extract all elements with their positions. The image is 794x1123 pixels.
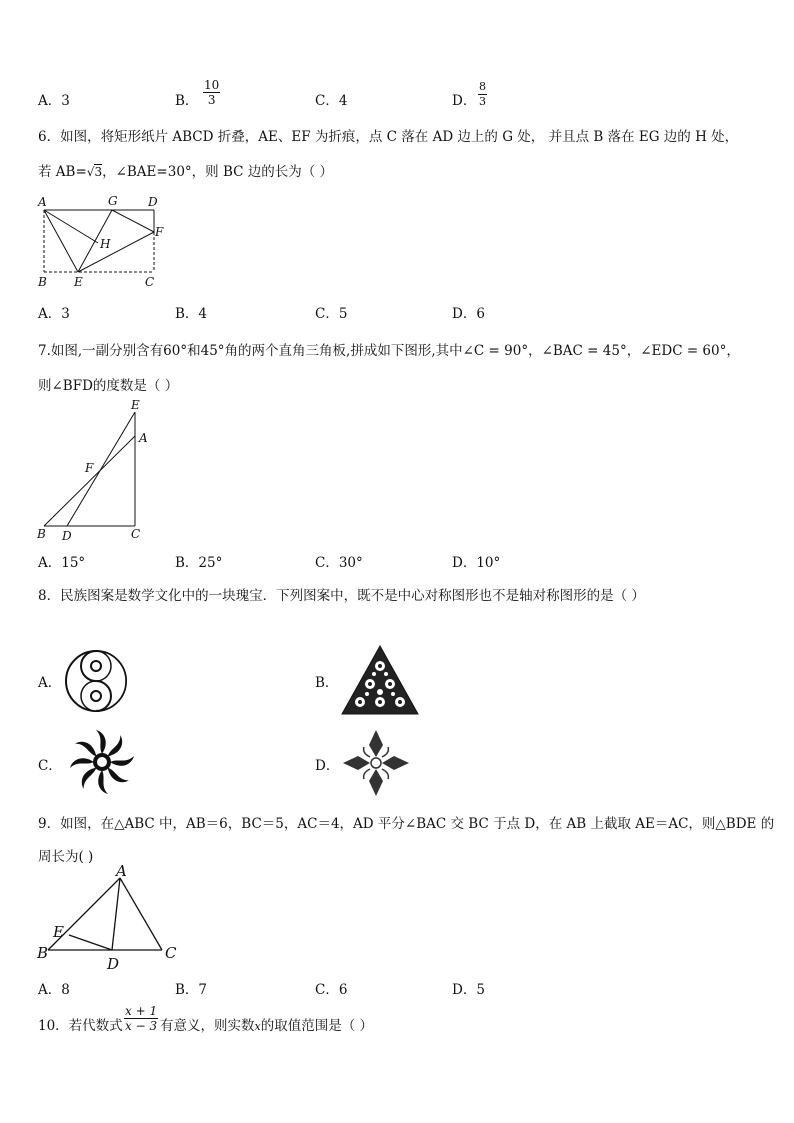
- sqrt-sign: √: [86, 165, 95, 179]
- q10-stem-mid: 有意义，则实数: [160, 1018, 255, 1034]
- q7-stem-line2: 则∠BFD的度数是（ ）: [38, 378, 179, 394]
- q5-option-b-fraction: [203, 78, 220, 107]
- q9-option-d: D．5: [452, 982, 485, 998]
- q8-option-d: D．: [315, 758, 340, 774]
- q8-option-c: C．: [38, 758, 62, 774]
- label-e: E: [53, 923, 64, 941]
- fraction-denominator: 3: [479, 95, 486, 108]
- label-b: B: [38, 275, 47, 289]
- fraction-numerator: x + 1: [125, 1004, 158, 1018]
- q6-sqrt-value: 3: [94, 165, 103, 179]
- label-a: A: [38, 195, 47, 209]
- segment-de: [67, 412, 135, 526]
- segment-ae: [44, 210, 78, 272]
- q6-stem-line1: 6．如图，将矩形纸片 ABCD 折叠，AE、EF 为折痕，点 C 落在 AD 边上的 G 处， 并且点 B 落在 EG 边的 H 处，: [38, 129, 739, 145]
- q9-option-b: B．7: [175, 982, 208, 998]
- q10-fraction: [124, 1004, 158, 1033]
- q6-option-b: B．4: [175, 306, 208, 322]
- q6-option-c: C．5: [315, 306, 348, 322]
- q10-stem-end: 的取值范围是（ ）: [260, 1018, 374, 1034]
- fraction-denominator: x − 3: [125, 1019, 158, 1033]
- label-e: E: [74, 275, 83, 289]
- q7-stem-line1: 7.如图,一副分别含有60°和45°角的两个直角三角板,拼成如下图形,其中∠C = 90°，∠BAC = 45°，∠EDC = 60°，: [38, 343, 740, 359]
- label-d: D: [107, 955, 120, 973]
- label-f: F: [155, 225, 164, 239]
- segment-ed: [69, 935, 112, 950]
- pinwheel-flower-pattern-icon: [68, 728, 136, 796]
- q5-option-d-fraction: [478, 80, 487, 109]
- q8-option-b: B．: [315, 675, 339, 691]
- label-a: A: [139, 431, 148, 445]
- q5-option-a: A．3: [38, 93, 70, 109]
- q6-option-a: A．3: [38, 306, 70, 322]
- label-g: G: [108, 194, 118, 208]
- q7-option-c: C．30°: [315, 555, 363, 571]
- label-c: C: [165, 944, 177, 962]
- q7-figure: [32, 396, 162, 544]
- q9-option-a: A．8: [38, 982, 70, 998]
- q5-option-b: B．: [175, 93, 199, 109]
- label-c: C: [145, 275, 155, 289]
- q7-option-d: D．10°: [452, 555, 501, 571]
- label-d: D: [148, 195, 158, 209]
- cross-ornament-pattern-icon: [341, 728, 411, 798]
- fraction-numerator: 10: [204, 78, 220, 92]
- q7-option-a: A．15°: [38, 555, 86, 571]
- segment-ac: [120, 878, 162, 950]
- q8-stem-line1: 8．民族图案是数学文化中的一块瑰宝．下列图案中，既不是中心对称图形也不是轴对称图形的是（ ）: [38, 588, 645, 604]
- q6-option-d: D．6: [452, 306, 485, 322]
- triangle-pattern-icon: [340, 644, 420, 716]
- label-c: C: [131, 527, 141, 541]
- q5-option-d: D．: [452, 93, 477, 109]
- q9-stem-line1: 9．如图，在△ABC 中，AB＝6，BC＝5，AC＝4，AD 平分∠BAC 交 BC 于点 D，在 AB 上截取 AE＝AC，则△BDE 的: [38, 816, 775, 832]
- label-a: A: [116, 862, 127, 880]
- fraction-numerator: 8: [479, 80, 486, 93]
- q6-stem-line2: [38, 160, 333, 180]
- q8-option-a: A．: [38, 675, 62, 691]
- label-h: H: [100, 237, 111, 251]
- q6-stem-part1: 若 AB=: [38, 164, 87, 180]
- label-f: F: [85, 461, 94, 475]
- segment-ah: [44, 210, 98, 243]
- q9-stem-line2: 周长为( ): [38, 849, 94, 865]
- q5-option-c: C．4: [315, 93, 348, 109]
- q10-variable: x: [254, 1020, 261, 1033]
- q10-stem-pre: 10．若代数式: [38, 1018, 123, 1034]
- fraction-denominator: 3: [207, 93, 216, 107]
- segment-gf: [112, 210, 154, 232]
- q6-stem-part2: ，∠BAE=30°，则 BC 边的长为（ ）: [102, 164, 334, 180]
- segment-ad: [112, 878, 120, 950]
- label-e: E: [131, 398, 140, 412]
- label-b: B: [37, 944, 49, 962]
- q6-figure: [34, 192, 169, 290]
- yin-yang-pattern-icon: [63, 648, 129, 714]
- label-b: B: [37, 527, 46, 541]
- segment-ba: [44, 436, 135, 526]
- q7-option-b: B．25°: [175, 555, 223, 571]
- q9-figure: [34, 862, 184, 974]
- q10-stem-post: [160, 1014, 373, 1034]
- label-d: D: [62, 529, 72, 543]
- q9-option-c: C．6: [315, 982, 348, 998]
